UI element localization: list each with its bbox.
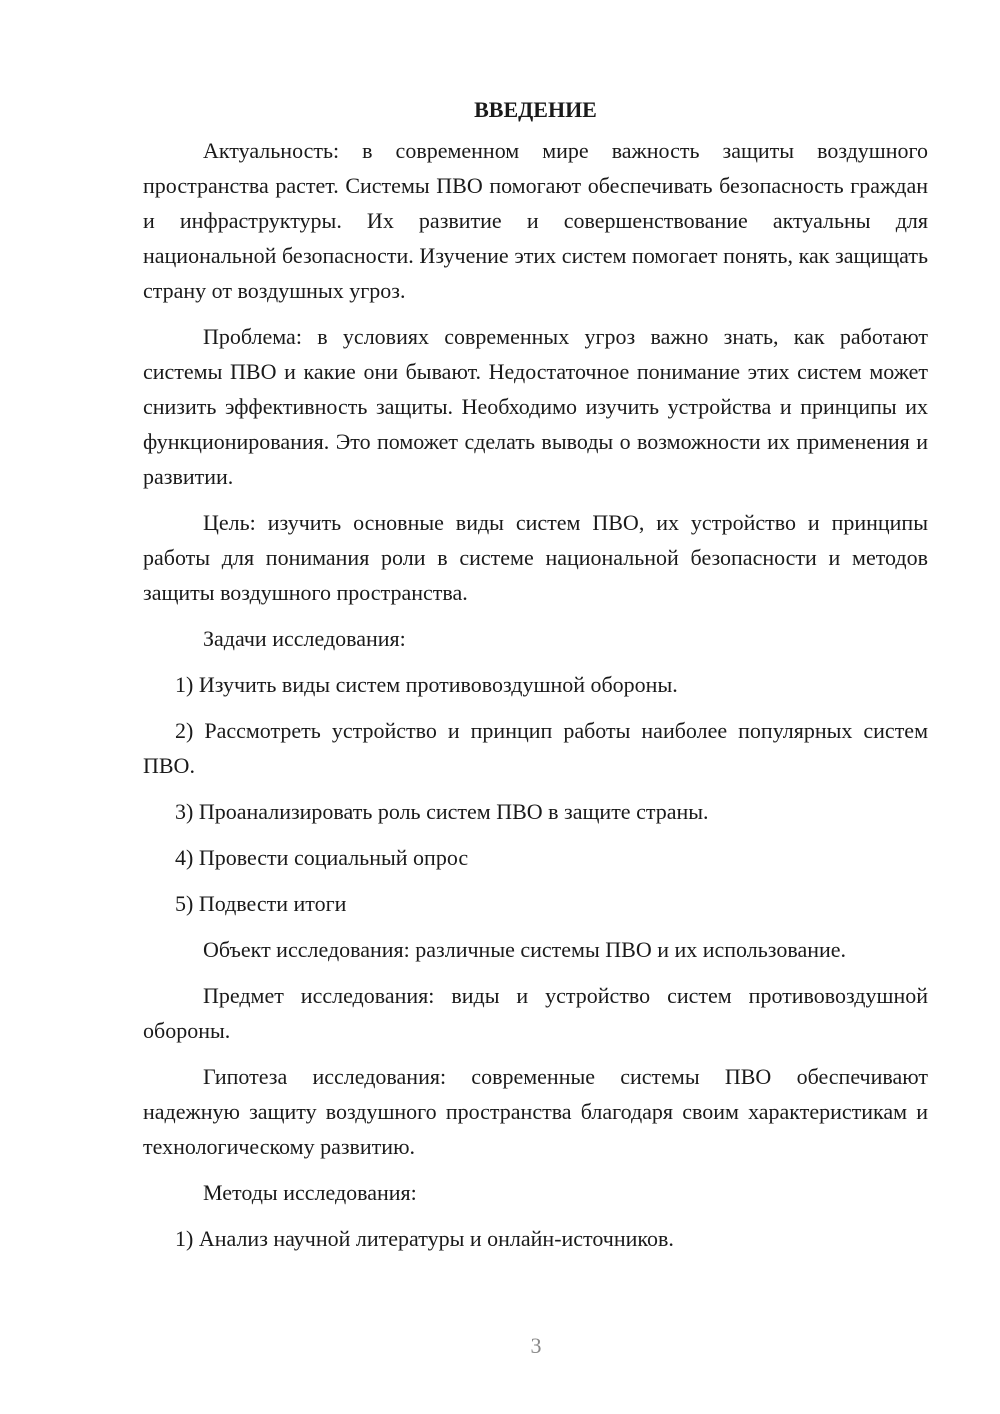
task-item: 5) Подвести итоги xyxy=(175,891,347,916)
hypothesis-paragraph: Гипотеза исследования: современные системы ПВО обеспечивают надежную защиту воздушного пространства благодаря своим характеристикам и технологическому развитию. xyxy=(143,1064,928,1159)
problem-paragraph: Проблема: в условиях современных угроз важно знать, как работают системы ПВО и какие они бывают. Недостаточное понимание этих систем может снизить эффективность защиты. Необходимо изучить устройства и принципы их функционирования. Это поможет сделать выводы о возможности их применения и развитии. xyxy=(143,324,928,489)
object-paragraph: Объект исследования: различные системы ПВО и их использование. xyxy=(203,937,847,962)
task-item: 3) Проанализировать роль систем ПВО в защите страны. xyxy=(175,799,709,824)
subject-paragraph: Предмет исследования: виды и устройство систем противовоздушной обороны. xyxy=(143,983,928,1043)
page-content xyxy=(143,92,928,1267)
relevance-paragraph: Актуальность: в современном мире важность защиты воздушного пространства растет. Системы ПВО помогают обеспечивать безопасность граждан и инфраструктуры. Их развитие и совершенствование актуальны для национальной безопасности. Изучение этих систем помогает понять, как защищать страну от воздушных угроз. xyxy=(143,138,928,303)
task-item: 4) Провести социальный опрос xyxy=(175,845,469,870)
task-item: 1) Изучить виды систем противовоздушной обороны. xyxy=(175,672,678,697)
methods-heading: Методы исследования: xyxy=(203,1180,417,1205)
task-item: 2) Рассмотреть устройство и принцип работы наиболее популярных систем ПВО. xyxy=(143,718,928,778)
section-title: ВВЕДЕНИЕ xyxy=(474,97,597,122)
goal-paragraph: Цель: изучить основные виды систем ПВО, их устройство и принципы работы для понимания роли в системе национальной безопасности и методов защиты воздушного пространства. xyxy=(143,510,928,605)
method-item: 1) Анализ научной литературы и онлайн-источников. xyxy=(175,1226,674,1251)
tasks-heading: Задачи исследования: xyxy=(203,626,406,651)
page-number: 3 xyxy=(530,1333,542,1358)
